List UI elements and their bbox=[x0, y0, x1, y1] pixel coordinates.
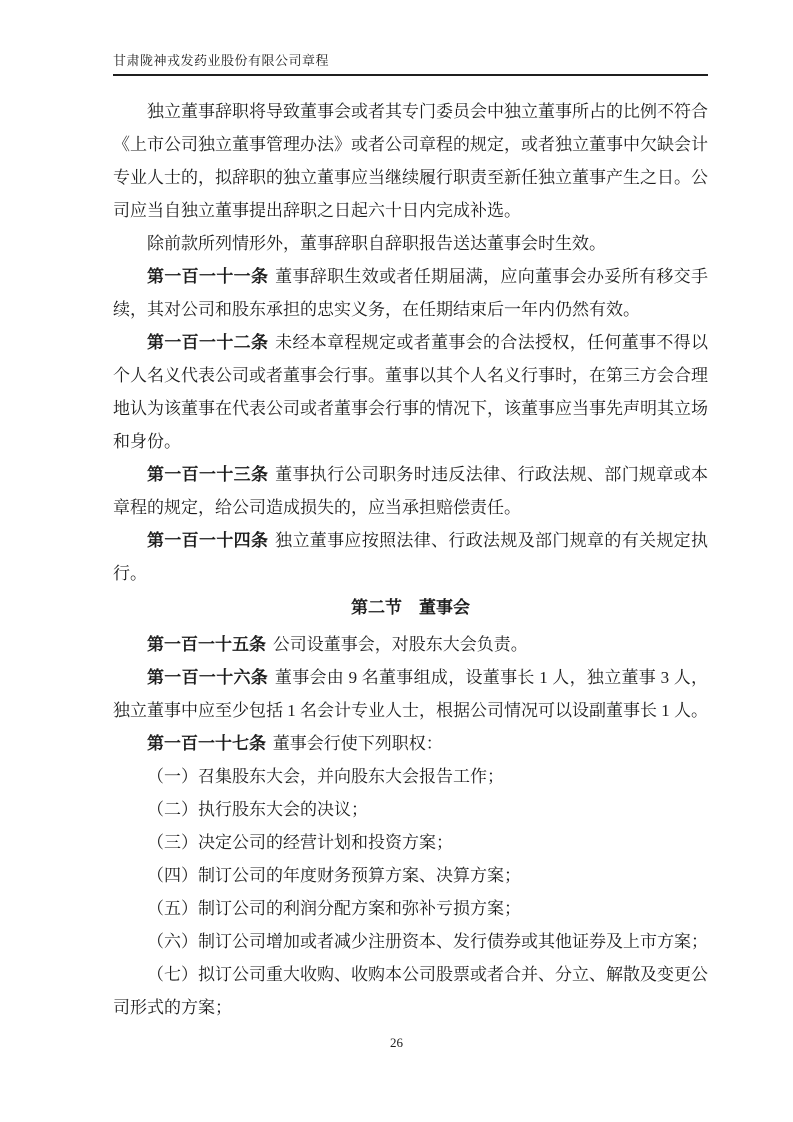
article-number: 第一百一十一条 bbox=[147, 267, 269, 286]
article-text: 独立董事应按照法律、行政法规及部门规章的有关规定执行。 bbox=[113, 531, 709, 583]
article-text: 董事执行公司职务时违反法律、行政法规、部门规章或本章程的规定，给公司造成损失的，应当承担赔偿责任。 bbox=[113, 465, 709, 517]
page-footer bbox=[0, 1035, 793, 1051]
article-text: 未经本章程规定或者董事会的合法授权，任何董事不得以个人名义代表公司或者董事会行事。董事以其个人名义行事时，在第三方会合理地认为该董事在代表公司或者董事会行事的情况下，该董事应当事先声明其立场和身份。 bbox=[113, 333, 709, 451]
article-111 bbox=[113, 260, 708, 326]
article-text: 董事辞职生效或者任期届满，应向董事会办妥所有移交手续，其对公司和股东承担的忠实义务，在任期结束后一年内仍然有效。 bbox=[113, 267, 709, 319]
document-body bbox=[113, 95, 708, 1024]
page-header bbox=[113, 53, 708, 76]
article-116 bbox=[113, 661, 708, 727]
page-number: 26 bbox=[390, 1035, 403, 1050]
article-113 bbox=[113, 458, 708, 524]
power-item-3: （三）决定公司的经营计划和投资方案； bbox=[147, 833, 453, 852]
section-heading: 第二节 董事会 bbox=[351, 598, 470, 617]
article-number: 第一百一十五条 bbox=[147, 635, 266, 654]
article-text: 公司设董事会，对股东大会负责。 bbox=[272, 635, 528, 654]
article-117 bbox=[113, 727, 708, 760]
para-resignation-effective: 除前款所列情形外，董事辞职自辞职报告送达董事会时生效。 bbox=[147, 234, 606, 253]
article-text: 董事会行使下列职权： bbox=[272, 734, 443, 753]
power-item-7: （七）拟订公司重大收购、收购本公司股票或者合并、分立、解散及变更公司形式的方案； bbox=[113, 965, 708, 1017]
para-resignation-ratio: 独立董事辞职将导致董事会或者其专门委员会中独立董事所占的比例不符合《上市公司独立董事管理办法》或者公司章程的规定，或者独立董事中欠缺会计专业人士的，拟辞职的独立董事应当继续履行职责至新任独立董事产生之日。公司应当自独立董事提出辞职之日起六十日内完成补选。 bbox=[113, 102, 708, 220]
article-number: 第一百一十六条 bbox=[147, 668, 269, 687]
article-number: 第一百一十七条 bbox=[147, 734, 266, 753]
power-item-2: （二）执行股东大会的决议； bbox=[147, 800, 368, 819]
header-title: 甘肃陇神戎发药业股份有限公司章程 bbox=[113, 53, 330, 68]
power-item-4: （四）制订公司的年度财务预算方案、决算方案； bbox=[147, 866, 521, 885]
article-115 bbox=[113, 628, 708, 661]
power-item-5: （五）制订公司的利润分配方案和弥补亏损方案； bbox=[147, 899, 521, 918]
power-item-1: （一）召集股东大会，并向股东大会报告工作； bbox=[147, 767, 504, 786]
article-112 bbox=[113, 326, 708, 458]
article-114 bbox=[113, 524, 708, 590]
article-number: 第一百一十三条 bbox=[147, 465, 269, 484]
article-text: 董事会由 9 名董事组成，设董事长 1 人，独立董事 3 人，独立董事中应至少包括 1 名会计专业人士，根据公司情况可以设副董事长 1 人。 bbox=[113, 668, 709, 720]
article-number: 第一百一十四条 bbox=[147, 531, 269, 550]
power-item-6: （六）制订公司增加或者减少注册资本、发行债券或其他证券及上市方案； bbox=[147, 932, 708, 951]
article-number: 第一百一十二条 bbox=[147, 333, 269, 352]
